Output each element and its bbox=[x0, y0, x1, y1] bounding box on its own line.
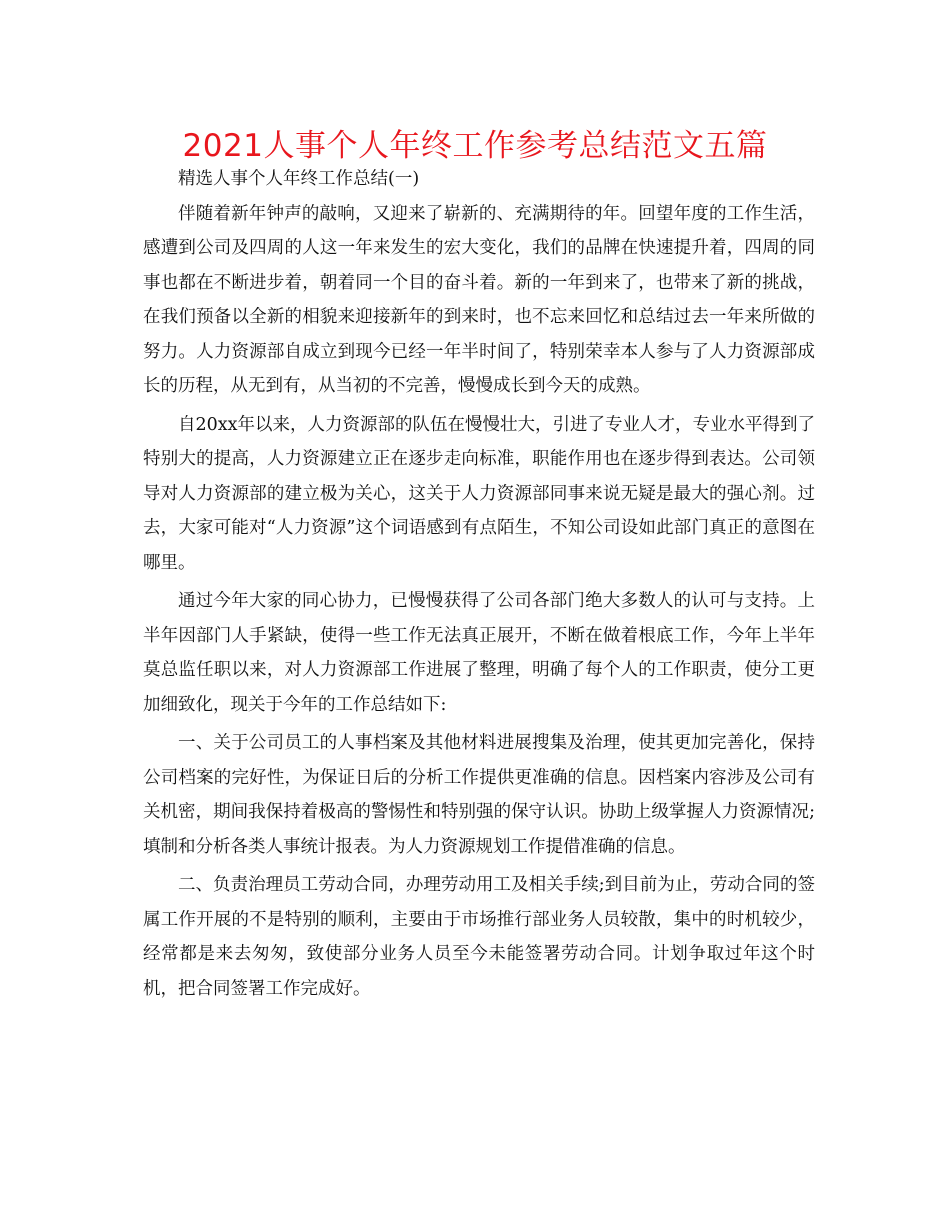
paragraph-4: 一、关于公司员工的人事档案及其他材料进展搜集及治理，使其更加完善化，保持公司档案的完好性，为保证日后的分析工作提供更准确的信息。因档案内容涉及公司有关机密，期间我保持着极高的警惕性和特别强的保守认识。协助上级掌握人力资源情况;填制和分析各类人事统计报表。为人力资源规划工作提借准确的信息。 bbox=[143, 733, 815, 857]
section-subtitle: 精选人事个人年终工作总结(一) bbox=[178, 169, 420, 189]
paragraph-3: 通过今年大家的同心协力，已慢慢获得了公司各部门绝大多数人的认可与支持。上半年因部门人手紧缺，使得一些工作无法真正展开，不断在做着根底工作，今年上半年莫总监任职以来，对人力资源部工作进展了整理，明确了每个人的工作职责，使分工更加细致化，现关于今年的工作总结如下: bbox=[143, 591, 815, 715]
paragraph-2: 自20xx年以来，人力资源部的队伍在慢慢壮大，引进了专业人才，专业水平得到了特别大的提高，人力资源建立正在逐步走向标准，职能作用也在逐步得到表达。公司领导对人力资源部的建立极为关心，这关于人力资源部同事来说无疑是最大的强心剂。过去，大家可能对“人力资源”这个词语感到有点陌生，不知公司设如此部门真正的意图在哪里。 bbox=[143, 414, 816, 573]
document-body bbox=[143, 162, 815, 1010]
document-title: 2021人事个人年终工作参考总结范文五篇 bbox=[182, 128, 768, 164]
paragraph-5: 二、负责治理员工劳动合同，办理劳动用工及相关手续;到目前为止，劳动合同的签属工作开展的不是特别的顺利，主要由于市场推行部业务人员较散，集中的时机较少，经常都是来去匆匆，致使部分业务人员至今未能签署劳动合同。计划争取过年这个时机，把合同签署工作完成好。 bbox=[143, 875, 815, 999]
paragraph-1: 伴随着新年钟声的敲响，又迎来了崭新的、充满期待的年。回望年度的工作生活，感遭到公司及四周的人这一年来发生的宏大变化，我们的品牌在快速提升着，四周的同事也都在不断进步着，朝着同一个目的奋斗着。新的一年到来了，也带来了新的挑战，在我们预备以全新的相貌来迎接新年的到来时，也不忘来回忆和总结过去一年来所做的努力。人力资源部自成立到现今已经一年半时间了，特别荣幸本人参与了人力资源部成长的历程，从无到有，从当初的不完善，慢慢成长到今天的成熟。 bbox=[143, 203, 815, 396]
